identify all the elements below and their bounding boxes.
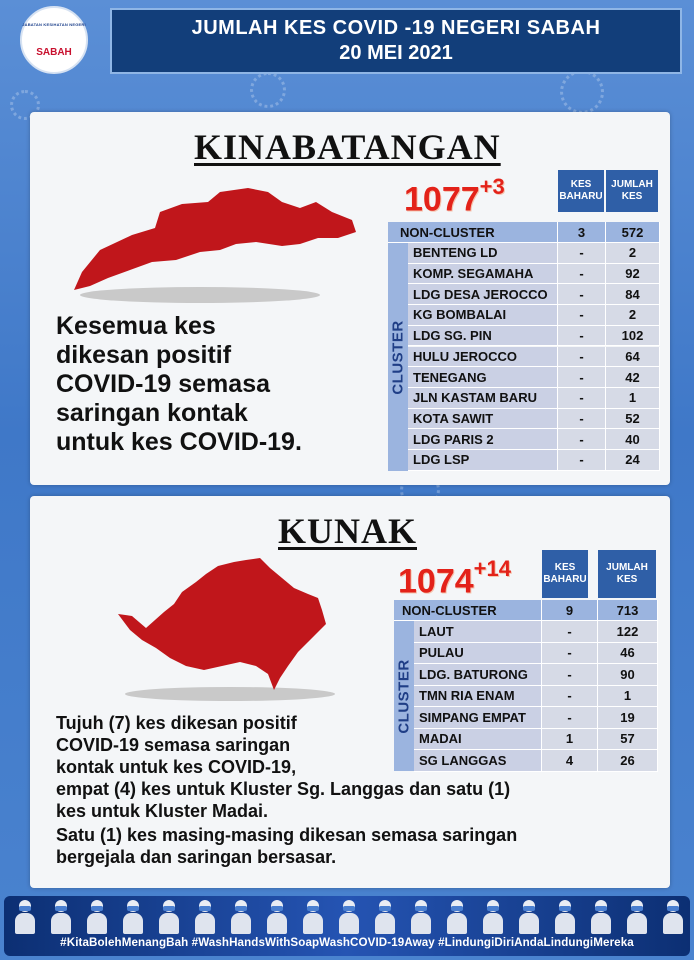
person-icon: [14, 900, 36, 934]
table-row-cluster: [408, 264, 660, 285]
district-title: KINABATANGAN: [194, 127, 501, 167]
map-shape: [74, 188, 356, 290]
cell-new: -: [558, 367, 606, 388]
kunak-panel: [30, 496, 670, 888]
person-icon: [590, 900, 612, 934]
person-icon: [482, 900, 504, 934]
table-row-cluster: [408, 429, 660, 450]
person-icon: [410, 900, 432, 934]
cell-name: HULU JEROCCO: [408, 347, 558, 368]
col-header-new: KES BAHARU: [542, 550, 588, 598]
description-line: dikesan positif: [56, 341, 232, 369]
cell-name: LDG SG. PIN: [408, 326, 558, 347]
cell-name: MADAI: [414, 729, 542, 751]
cell-total: 84: [606, 284, 660, 305]
new-cases-increase: +14: [473, 556, 511, 581]
description-line: empat (4) kes untuk Kluster Sg. Langgas dan satu (1): [56, 779, 511, 799]
table-row-non-cluster: [388, 222, 660, 243]
cell-new: -: [558, 326, 606, 347]
cell-name: SG LANGGAS: [414, 750, 542, 772]
person-icon: [158, 900, 180, 934]
cell-name: KG BOMBALAI: [408, 305, 558, 326]
table-row-cluster: [408, 388, 660, 409]
person-icon: [230, 900, 252, 934]
table-row-cluster: [414, 664, 658, 686]
person-icon: [338, 900, 360, 934]
cell-total: 57: [598, 729, 658, 751]
cell-name: NON-CLUSTER: [394, 600, 542, 621]
person-icon: [86, 900, 108, 934]
person-icon: [374, 900, 396, 934]
cell-new: -: [558, 409, 606, 430]
cell-total: 46: [598, 643, 658, 665]
cell-name: LDG LSP: [408, 450, 558, 471]
cell-new: -: [558, 305, 606, 326]
cell-new: -: [558, 429, 606, 450]
person-icon: [662, 900, 684, 934]
new-cases-increase: +3: [479, 174, 505, 199]
table-row-cluster: [414, 686, 658, 708]
description-line: Kesemua kes: [56, 312, 216, 340]
cell-name: TMN RIA ENAM: [414, 686, 542, 708]
cell-total: 122: [598, 621, 658, 643]
person-icon: [302, 900, 324, 934]
cell-new: 9: [542, 600, 598, 621]
table-row-cluster: [408, 409, 660, 430]
table-row-cluster: [408, 305, 660, 326]
table-row-cluster: [414, 643, 658, 665]
map-shape: [118, 558, 326, 690]
description-line: kes untuk Kluster Madai.: [56, 801, 269, 821]
cell-new: 1: [542, 729, 598, 751]
cell-total: 572: [606, 222, 660, 243]
cell-new: -: [558, 264, 606, 285]
cell-total: 1: [598, 686, 658, 708]
cell-new: -: [558, 284, 606, 305]
cluster-label-text: CLUSTER: [389, 319, 407, 395]
person-icon: [50, 900, 72, 934]
person-icon: [518, 900, 540, 934]
cell-total: 2: [606, 305, 660, 326]
cell-name: TENEGANG: [408, 367, 558, 388]
cell-new: 3: [558, 222, 606, 243]
description-line: COVID-19 semasa saringan: [56, 735, 291, 755]
person-icon: [266, 900, 288, 934]
logo-top-text: JABATAN KESIHATAN NEGERI: [22, 22, 86, 27]
hashtags: #KitaBolehMenangBah #WashHandsWithSoapWashCOVID-19Away #LindungiDiriAndaLindungiMereka: [60, 936, 634, 949]
cell-new: -: [558, 347, 606, 368]
total-cases-value: 1074: [398, 562, 474, 601]
table-row-cluster: [408, 347, 660, 368]
table-row-cluster: [414, 621, 658, 643]
cell-total: 52: [606, 409, 660, 430]
cell-total: 2: [606, 243, 660, 264]
cell-name: KOMP. SEGAMAHA: [408, 264, 558, 285]
virus-decoration: [250, 72, 286, 108]
cell-new: -: [558, 388, 606, 409]
cell-total: 90: [598, 664, 658, 686]
cell-new: -: [542, 707, 598, 729]
person-icon: [446, 900, 468, 934]
person-icon: [554, 900, 576, 934]
cell-total: 92: [606, 264, 660, 285]
table-row-cluster: [408, 326, 660, 347]
cell-name: JLN KASTAM BARU: [408, 388, 558, 409]
cell-name: LDG PARIS 2: [408, 429, 558, 450]
cell-new: -: [558, 243, 606, 264]
table-row-cluster: [408, 367, 660, 388]
cell-new: 4: [542, 750, 598, 772]
footer-banner: [4, 896, 690, 956]
kinabatangan-panel: [30, 112, 670, 485]
sabah-health-logo: [20, 6, 88, 74]
table-row-cluster: [408, 450, 660, 471]
logo-text: SABAH: [36, 47, 72, 58]
cluster-label: [388, 243, 408, 471]
person-icon: [122, 900, 144, 934]
col-header-total: JUMLAH KES: [606, 170, 658, 212]
total-cases-value: 1077: [404, 180, 480, 219]
description-line: Tujuh (7) kes dikesan positif: [56, 713, 297, 733]
cell-name: SIMPANG EMPAT: [414, 707, 542, 729]
description-line: COVID-19 semasa: [56, 370, 271, 398]
total-cases: [398, 556, 511, 601]
district-title: KUNAK: [278, 511, 417, 551]
table-row-cluster: [414, 750, 658, 772]
kinabatangan-map-icon: [60, 180, 360, 310]
description-line: kontak untuk kes COVID-19,: [56, 757, 297, 777]
frontliner-figures: [14, 900, 694, 934]
cell-name: KOTA SAWIT: [408, 409, 558, 430]
person-icon: [194, 900, 216, 934]
table-row-cluster: [408, 243, 660, 264]
title-banner: [110, 8, 682, 74]
table-row-cluster: [414, 729, 658, 751]
table-row-cluster: [408, 284, 660, 305]
total-cases: [404, 174, 505, 219]
col-header-total: JUMLAH KES: [598, 550, 656, 598]
kinabatangan-description: [56, 312, 302, 457]
cell-new: -: [558, 450, 606, 471]
table-row-cluster: [414, 707, 658, 729]
cell-name: PULAU: [414, 643, 542, 665]
cell-name: LAUT: [414, 621, 542, 643]
cluster-label: [394, 621, 414, 771]
cell-total: 64: [606, 347, 660, 368]
cell-name: LDG. BATURONG: [414, 664, 542, 686]
kunak-map-icon: [110, 554, 350, 704]
description-line: Satu (1) kes masing-masing dikesan semasa saringan: [56, 825, 518, 845]
cell-name: NON-CLUSTER: [388, 222, 558, 243]
page-date: 20 MEI 2021: [339, 42, 453, 64]
page-title: JUMLAH KES COVID -19 NEGERI SABAH: [191, 17, 601, 39]
cell-new: -: [542, 686, 598, 708]
cell-total: 713: [598, 600, 658, 621]
cell-new: -: [542, 664, 598, 686]
person-icon: [626, 900, 648, 934]
cell-name: BENTENG LD: [408, 243, 558, 264]
table-row-non-cluster: [394, 600, 658, 621]
cell-total: 40: [606, 429, 660, 450]
description-line: untuk kes COVID-19.: [56, 428, 302, 456]
virus-decoration: [560, 70, 604, 114]
cell-total: 26: [598, 750, 658, 772]
col-header-new: KES BAHARU: [558, 170, 604, 212]
cell-total: 1: [606, 388, 660, 409]
cell-name: LDG DESA JEROCCO: [408, 284, 558, 305]
cluster-label-text: CLUSTER: [395, 658, 413, 734]
cell-total: 24: [606, 450, 660, 471]
cell-new: -: [542, 643, 598, 665]
cell-new: -: [542, 621, 598, 643]
cell-total: 19: [598, 707, 658, 729]
description-line: saringan kontak: [56, 399, 248, 427]
cell-total: 42: [606, 367, 660, 388]
cell-total: 102: [606, 326, 660, 347]
description-line: bergejala dan saringan bersasar.: [56, 847, 337, 867]
